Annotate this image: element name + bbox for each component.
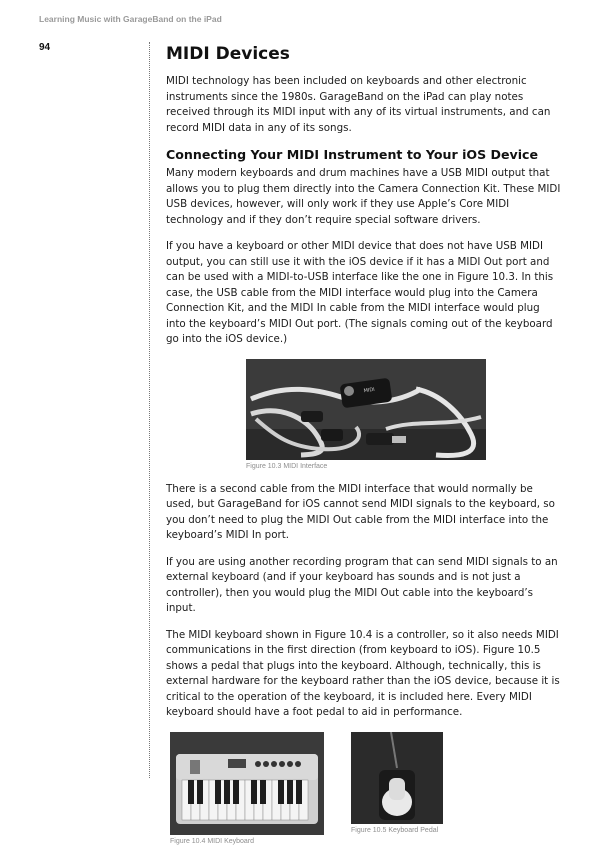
intro-paragraph: MIDI technology has been included on keyboards and other electronic instruments since the 1980s. GarageBand on the iPad can play notes received through its MIDI input with any of its virtual instruments, and can record MIDI data in any of its songs. (166, 75, 551, 134)
figure-10-3 (246, 359, 486, 470)
paragraph: If you have a keyboard or other MIDI device that does not have USB MIDI output, you can still use it with the iOS device if it has a MIDI Out port and can be used with a MIDI-to-USB interface like the one in Figure 10.3. In this case, the USB cable from the MIDI interface would plug into the Camera Connection Kit, and the MIDI In cable from the MIDI interface would plug into the keyboard’s MIDI Out port. (The signals coming out of the keyboard go into the iOS device.) (166, 240, 554, 345)
subsection-title: Connecting Your MIDI Instrument to Your iOS Device (166, 147, 539, 162)
figure-row (166, 732, 562, 852)
figure-10-5-caption: Figure 10.5 Keyboard Pedal (351, 826, 439, 834)
midi-interface-image (246, 359, 486, 460)
paragraph: If you are using another recording program that can send MIDI signals to an external keyboard (and if your keyboard has sounds and is not just a controller), then you would plug the MIDI Out cable into the keyboard’s input. (166, 555, 558, 614)
keyboard-pedal-photo (351, 732, 443, 824)
midi-interface-photo (246, 359, 486, 460)
main-content (166, 44, 562, 852)
paragraph: The MIDI keyboard shown in Figure 10.4 is a controller, so it also needs MIDI communications in the first direction (from keyboard to iOS). Figure 10.5 shows a pedal that plugs into the keyboard. Although, technically, this is external hardware for the keyboard rather than the iOS device, because it is critical to the operation of the keyboard, it is included here. Every MIDI keyboard should have a foot pedal to aid in performance. (166, 628, 560, 718)
midi-keyboard-photo (170, 732, 324, 835)
midi-keyboard-image (170, 732, 324, 835)
figure-10-3-caption: Figure 10.3 MIDI Interface (246, 462, 328, 470)
section-title: MIDI Devices (166, 44, 290, 64)
figure-10-5 (351, 732, 443, 834)
figure-10-4-caption: Figure 10.4 MIDI Keyboard (170, 837, 255, 845)
paragraph: Many modern keyboards and drum machines have a USB MIDI output that allows you to plug them directly into the Camera Connection Kit. These MIDI USB devices, however, will only work if they use Apple’s Core MIDI technology and if they don’t require special software drivers. (166, 167, 561, 226)
margin-rule (149, 42, 150, 778)
running-head: Learning Music with GarageBand on the iPad (39, 14, 222, 24)
svg-text:MIDI: MIDI (363, 386, 376, 394)
keyboard-pedal-image (351, 732, 443, 824)
paragraph: There is a second cable from the MIDI interface that would normally be used, but GarageBand for iOS cannot send MIDI signals to the keyboard, so you don’t need to plug the MIDI Out cable from the MIDI interface into the keyboard’s MIDI In port. (166, 482, 555, 541)
figure-10-4 (170, 732, 324, 845)
page-number: 94 (39, 42, 51, 53)
